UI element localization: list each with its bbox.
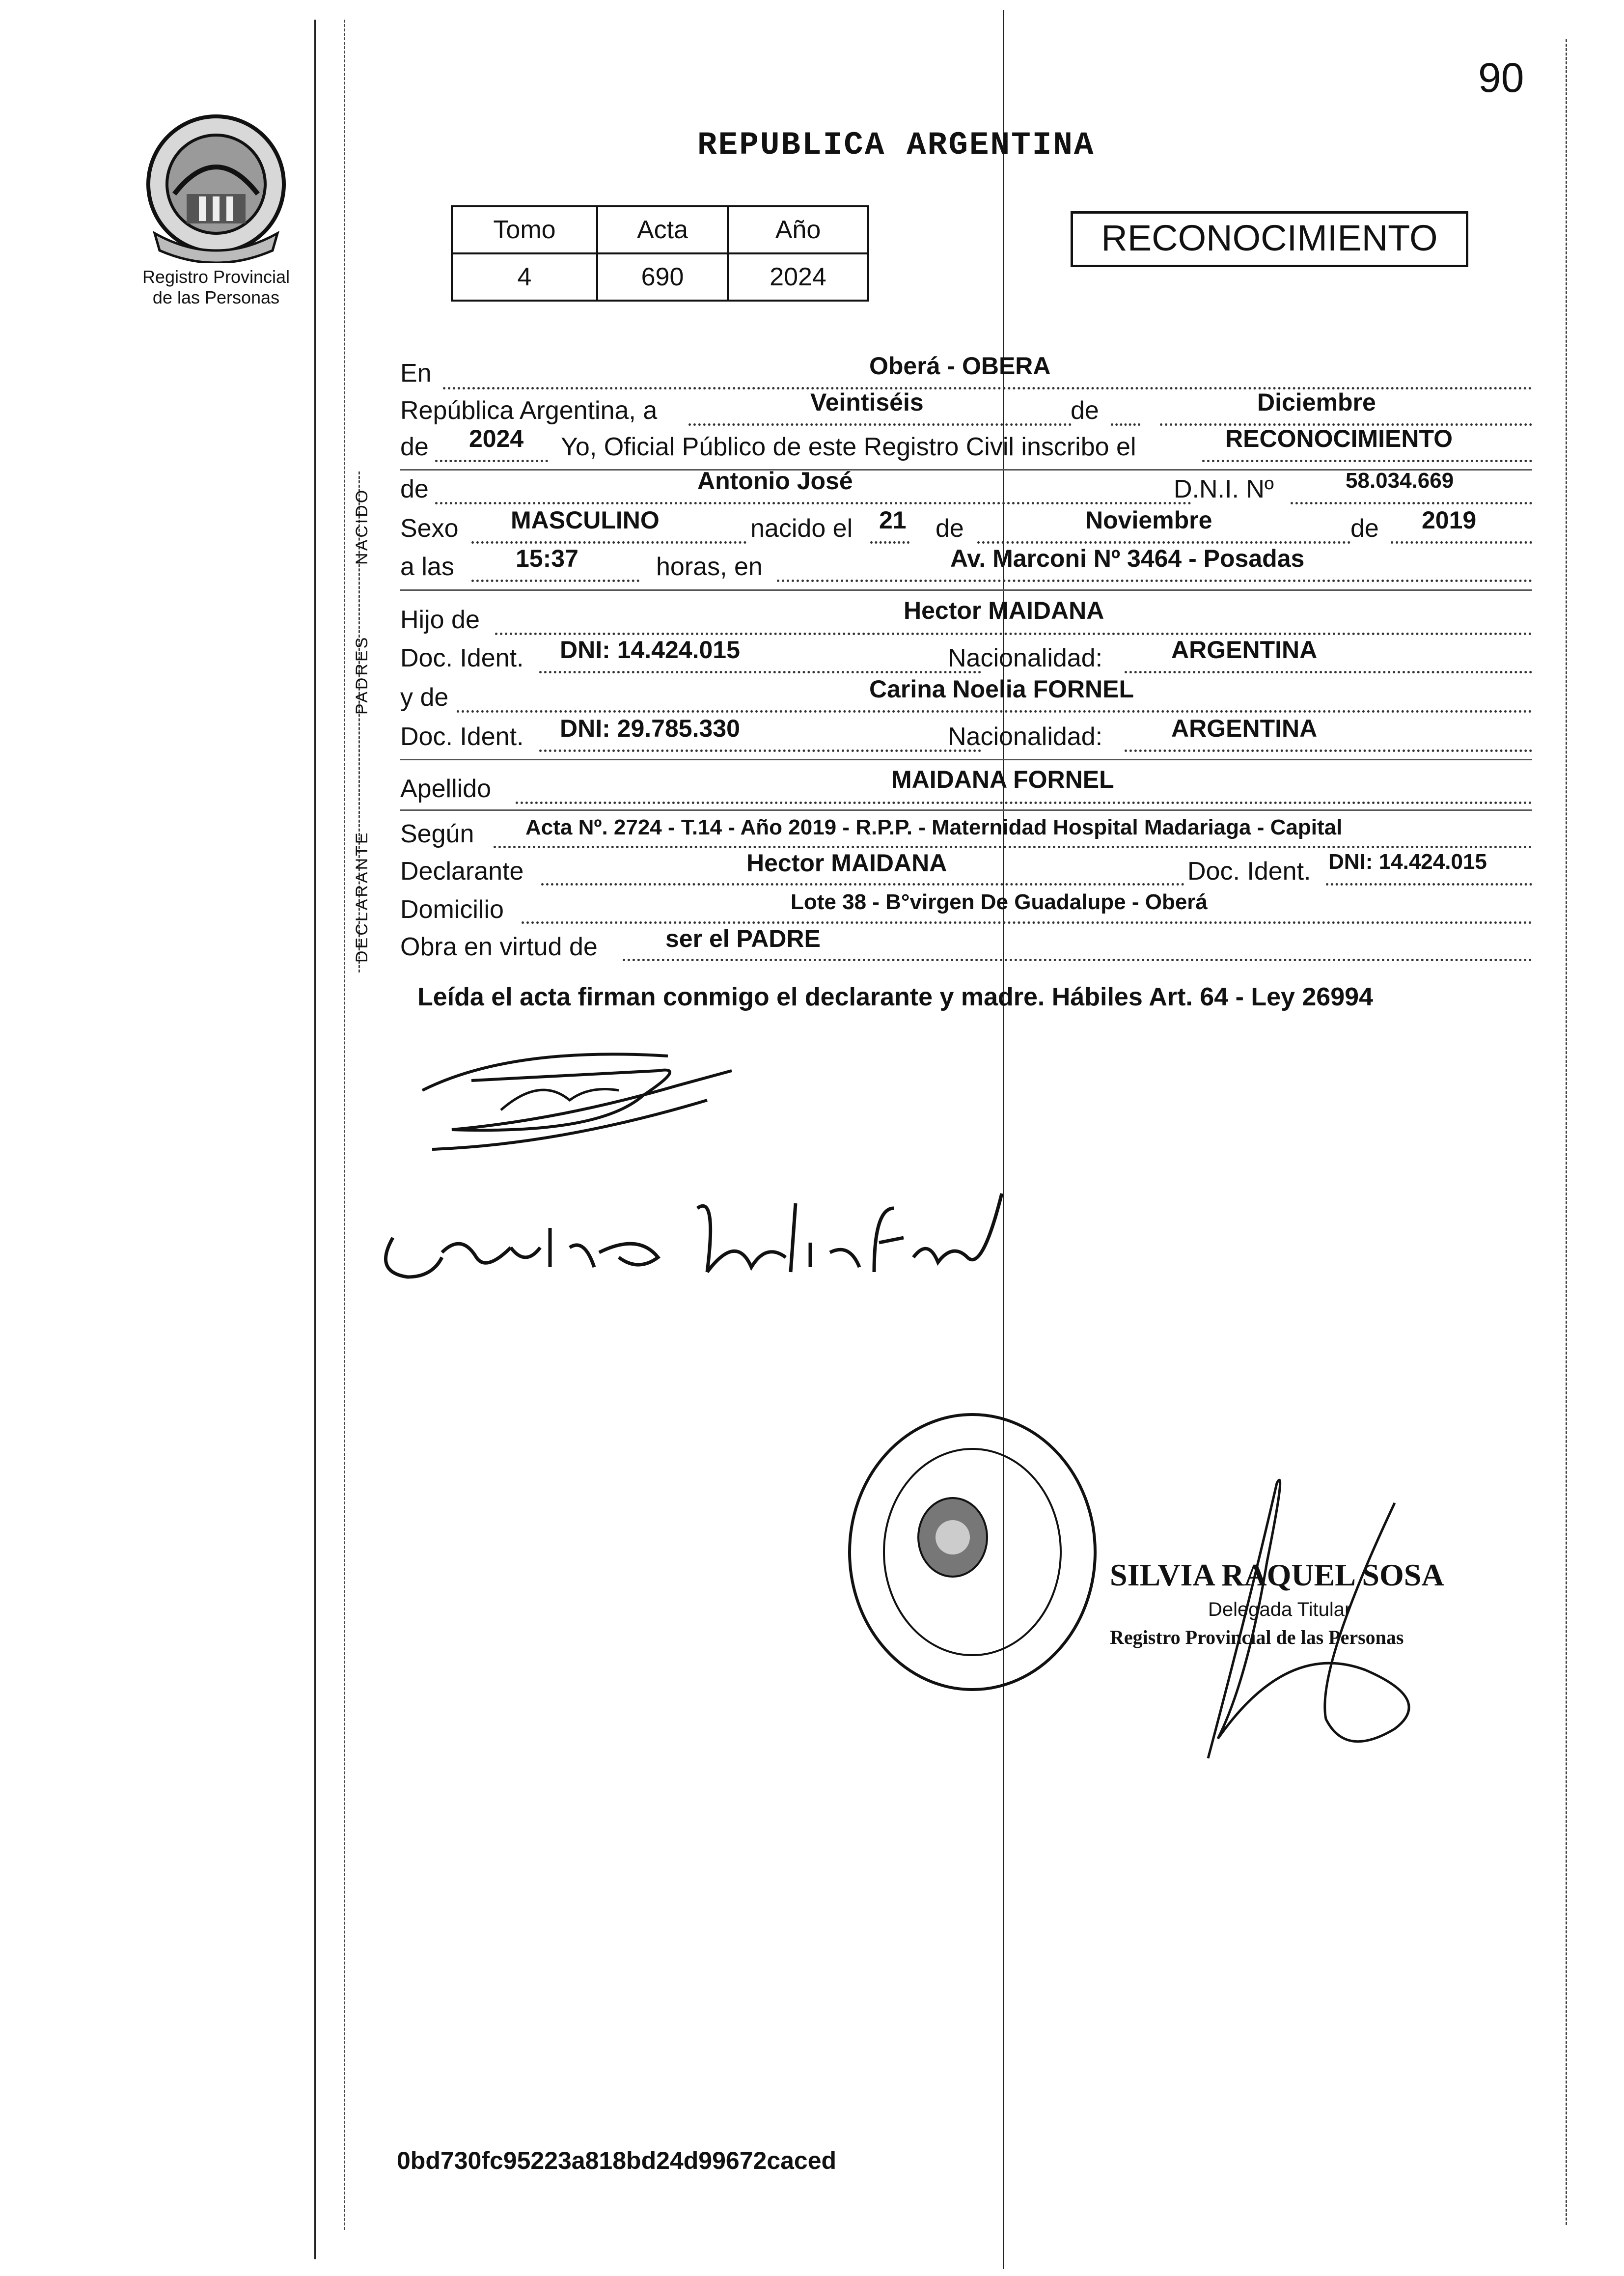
segun-value: Acta Nº. 2724 - T.14 - Año 2019 - R.P.P. - Maternidad Hospital Madariaga - Capital (525, 815, 1343, 839)
inscribo-value: RECONOCIMIENTO (1225, 425, 1453, 452)
birth-year-value: 2019 (1422, 506, 1477, 534)
madre-value: Carina Noelia FORNEL (869, 675, 1134, 703)
dotted-line (539, 749, 981, 752)
record-table (451, 205, 869, 302)
dotted-line (1125, 749, 1532, 752)
nombre-value: Antonio José (697, 467, 853, 495)
separator-line (400, 759, 1532, 760)
en-label: En (400, 359, 432, 388)
dotted-line (688, 423, 1072, 426)
official-office: Registro Provincial de las Personas (1110, 1626, 1404, 1648)
padre-value: Hector MAIDANA (904, 597, 1104, 624)
dotted-line (977, 541, 1350, 544)
padre-doc-value: DNI: 14.424.015 (560, 636, 740, 664)
right-margin-dashed-line (1566, 39, 1567, 2225)
republica-label: República Argentina, a (400, 396, 658, 425)
de-label-2: de (400, 433, 429, 461)
section-padres: PADRES (353, 635, 371, 715)
inscribo-label: Yo, Oficial Público de este Registro Civil inscribo el (561, 433, 1136, 461)
nacionalidad-label-2: Nacionalidad: (948, 722, 1103, 751)
horas-label: horas, en (656, 553, 763, 581)
obra-value: ser el PADRE (665, 925, 821, 952)
place-value: Oberá - OBERA (869, 352, 1051, 380)
hora-value: 15:37 (516, 545, 578, 572)
anio-header: Año (728, 206, 868, 253)
record-type-box: RECONOCIMIENTO (1071, 211, 1468, 267)
dni-value: 58.034.669 (1346, 469, 1454, 493)
dotted-line (494, 846, 1532, 848)
doc-label: Doc. Ident. (400, 644, 524, 672)
apellido-value: MAIDANA FORNEL (891, 766, 1114, 793)
dotted-line (1291, 502, 1532, 504)
dotted-line (623, 959, 1532, 961)
dotted-line (1326, 883, 1532, 886)
nombre-label: de (400, 475, 429, 503)
dni-label: D.N.I. Nº (1174, 475, 1274, 503)
dotted-line (1111, 423, 1140, 426)
left-margin-line (314, 20, 316, 2259)
province-shield-icon (140, 111, 292, 263)
center-fold-line (1003, 10, 1004, 2269)
month-value: Diciembre (1257, 389, 1376, 416)
madre-nacionalidad-value: ARGENTINA (1171, 715, 1318, 742)
de-label-3: de (936, 514, 964, 543)
dotted-line (471, 541, 746, 544)
madre-doc-value: DNI: 29.785.330 (560, 715, 740, 742)
nacido-label: nacido el (750, 514, 853, 543)
stamp-seal-icon (840, 1405, 1105, 1699)
separator-line (400, 809, 1532, 811)
dotted-line (870, 541, 909, 544)
dotted-line (777, 580, 1532, 582)
legal-text: Leída el acta firman conmigo el declarante y madre. Hábiles Art. 64 - Ley 26994 (417, 983, 1373, 1011)
dotted-line (457, 710, 1532, 713)
acta-header: Acta (597, 206, 728, 253)
alas-label: a las (400, 553, 454, 581)
obra-label: Obra en virtud de (400, 933, 598, 961)
logo-caption (123, 267, 309, 308)
birth-day-value: 21 (879, 506, 907, 534)
day-value: Veintiséis (810, 389, 924, 416)
page-number: 90 (1478, 55, 1524, 101)
separator-line (400, 589, 1532, 591)
dotted-line (539, 671, 981, 673)
logo-caption-line-1: Registro Provincial (142, 267, 290, 287)
birth-place-value: Av. Marconi Nº 3464 - Posadas (950, 545, 1305, 572)
doc-label-2: Doc. Ident. (400, 722, 524, 751)
section-nacido: NACIDO (353, 488, 371, 565)
acta-value: 690 (597, 253, 728, 301)
declarante-doc-value: DNI: 14.424.015 (1328, 850, 1487, 874)
left-margin-dashed-line (344, 20, 345, 2230)
de-label: de (1071, 396, 1099, 425)
dotted-line (471, 580, 639, 582)
dotted-line (522, 921, 1532, 924)
apellido-label: Apellido (400, 775, 492, 803)
dotted-line (435, 460, 548, 462)
declarante-label: Declarante (400, 857, 524, 886)
dotted-line (435, 502, 1191, 504)
official-stamp (840, 1405, 1105, 1702)
province-logo (140, 111, 292, 263)
year-value: 2024 (469, 425, 524, 452)
domicilio-label: Domicilio (400, 895, 504, 924)
de-label-4: de (1350, 514, 1379, 543)
official-name: SILVIA RAQUEL SOSA (1110, 1557, 1444, 1592)
dotted-line (495, 633, 1532, 635)
birth-month-value: Noviembre (1085, 506, 1212, 534)
tomo-header: Tomo (452, 206, 597, 253)
dotted-line (1391, 541, 1532, 544)
document-hash: 0bd730fc95223a818bd24d99672caced (397, 2147, 837, 2174)
official-role: Delegada Titular (1208, 1599, 1351, 1620)
sexo-label: Sexo (400, 514, 459, 543)
dotted-line (516, 802, 1532, 804)
anio-value: 2024 (728, 253, 868, 301)
document-title: REPUBLICA ARGENTINA (697, 127, 1095, 164)
mother-signature (363, 1174, 1012, 1294)
declarant-signature (413, 1027, 746, 1162)
dotted-line (1125, 671, 1532, 673)
hijo-label: Hijo de (400, 606, 480, 634)
tomo-value: 4 (452, 253, 597, 301)
logo-caption-line-2: de las Personas (152, 287, 280, 307)
dotted-line (1202, 460, 1532, 462)
sexo-value: MASCULINO (511, 506, 660, 534)
nacionalidad-label: Nacionalidad: (948, 644, 1103, 672)
segun-label: Según (400, 820, 474, 848)
declarante-value: Hector MAIDANA (746, 849, 947, 877)
padre-nacionalidad-value: ARGENTINA (1171, 636, 1318, 664)
domicilio-value: Lote 38 - B°virgen De Guadalupe - Oberá (791, 890, 1208, 914)
dotted-line (541, 883, 1184, 886)
doc-label-3: Doc. Ident. (1187, 857, 1311, 886)
section-declarante: DECLARANTE (353, 831, 371, 963)
yde-label: y de (400, 683, 449, 712)
